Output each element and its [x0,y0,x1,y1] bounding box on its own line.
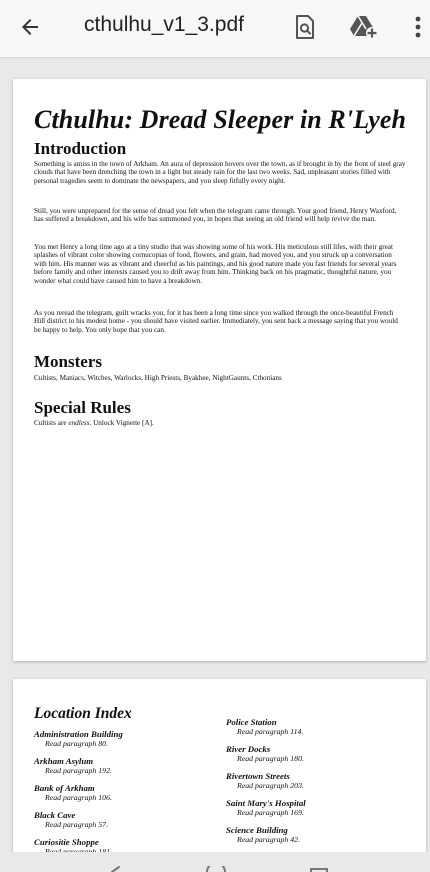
search-document-icon [293,14,317,40]
monsters-heading: Monsters [34,352,102,371]
intro-paragraph-2: Still, you were unprepared for the sense of dread you felt when the telegram came through. Your good friend, Henry Waxford, has suffered a breakdown, and his wife has summoned you, in hopes that seeing an old friend will help revive the man. [34,207,397,224]
location-name: Curiositie Shoppe [34,837,99,847]
app-bar [0,0,430,58]
location-entry [226,825,300,844]
monsters-list: Cultists, Maniacs, Witches, Warlocks, High Priests, Byakhee, NightGaunts, Cthonians [34,374,282,382]
location-name: Administration Building [34,729,123,739]
location-paragraph: Read paragraph 80. [45,739,109,748]
location-entry [34,810,108,829]
system-navigation-bar [0,852,430,872]
location-name: Police Station [226,717,277,727]
pdf-page-2 [13,679,426,872]
location-paragraph: Read paragraph 114. [237,727,304,736]
location-entry [226,744,304,763]
arrow-back-icon [18,15,42,39]
location-paragraph: Read paragraph 42. [237,835,301,844]
special-rules-heading: Special Rules [34,398,131,417]
nav-home-icon[interactable] [205,866,227,872]
location-name: Rivertown Streets [226,771,290,781]
rules-text-after: . Unlock Vignette [A]. [89,419,154,427]
intro-paragraph-4: As you reread the telegram, guilt wracks you, for it has been a long time since you walked through the once-beautiful French Hill district to his modest home - you should have visited earlier. Immediately, you sent back a message saying that you would be happy to help. You only hope that you can. [34,309,398,334]
location-entry [226,717,303,736]
page-title: Cthulhu: Dread Sleeper in R'Lyeh [34,105,407,134]
back-button[interactable] [14,11,46,43]
more-vert-icon [414,15,422,39]
location-paragraph: Read paragraph 57. [45,820,109,829]
location-name: River Docks [226,744,271,754]
intro-paragraph-3: You met Henry a long time ago at a tiny studio that was showing some of his work. His meticulous still lifes, with their great splashes of vibrant color showing cornucopias of food, flowers, and grain, had moved you, and you struck up a conversation with him. His manner was as vibrant and cheerful as his paintings, and his good nature made you fast friends for several years before family and other interests caused you to drift away from him. Thinking back on his pragmatic, thoughtful nature, you wonder what could have caused him to have a breakdown. [34,243,397,285]
search-document-button[interactable] [287,9,323,45]
pdf-page-1 [13,79,426,661]
nav-back-icon[interactable] [110,866,126,872]
add-to-drive-button[interactable] [346,9,382,45]
location-paragraph: Read paragraph 106. [45,793,112,802]
location-paragraph: Read paragraph 169. [237,808,304,817]
nav-recents-icon[interactable] [310,868,328,872]
location-name: Arkham Asylum [34,756,94,766]
location-name: Bank of Arkham [34,783,95,793]
special-rules-text [34,419,406,427]
more-options-button[interactable] [400,9,430,45]
location-paragraph: Read paragraph 203. [237,781,304,790]
document-title: cthulhu_v1_3.pdf [84,13,244,36]
location-entry [226,798,306,817]
location-paragraph: Read paragraph 180. [237,754,304,763]
introduction-heading: Introduction [34,139,127,158]
location-entry [34,729,123,748]
intro-paragraph-1: Something is amiss in the town of Arkham. An aura of depression hovers over the town, as if brought in by the front of steel gray clouds that have been drenching the town in a light but steady rain for the last two weeks. Sad, unpleasant stories filled with personal tragedies seem to dominate the newspapers, and you sleep fitfully every night. [34,160,406,185]
add-to-drive-icon [349,14,379,40]
location-name: Saint Mary's Hospital [226,798,306,808]
location-name: Black Cave [34,810,76,820]
location-entry [226,771,304,790]
rules-text-emphasis: endless [68,419,90,427]
location-entry [34,783,112,802]
location-paragraph: Read paragraph 192. [45,766,112,775]
rules-text-before: Cultists are [34,419,69,427]
location-index-heading: Location Index [34,705,132,722]
location-name: Science Building [226,825,288,835]
location-entry [34,756,112,775]
